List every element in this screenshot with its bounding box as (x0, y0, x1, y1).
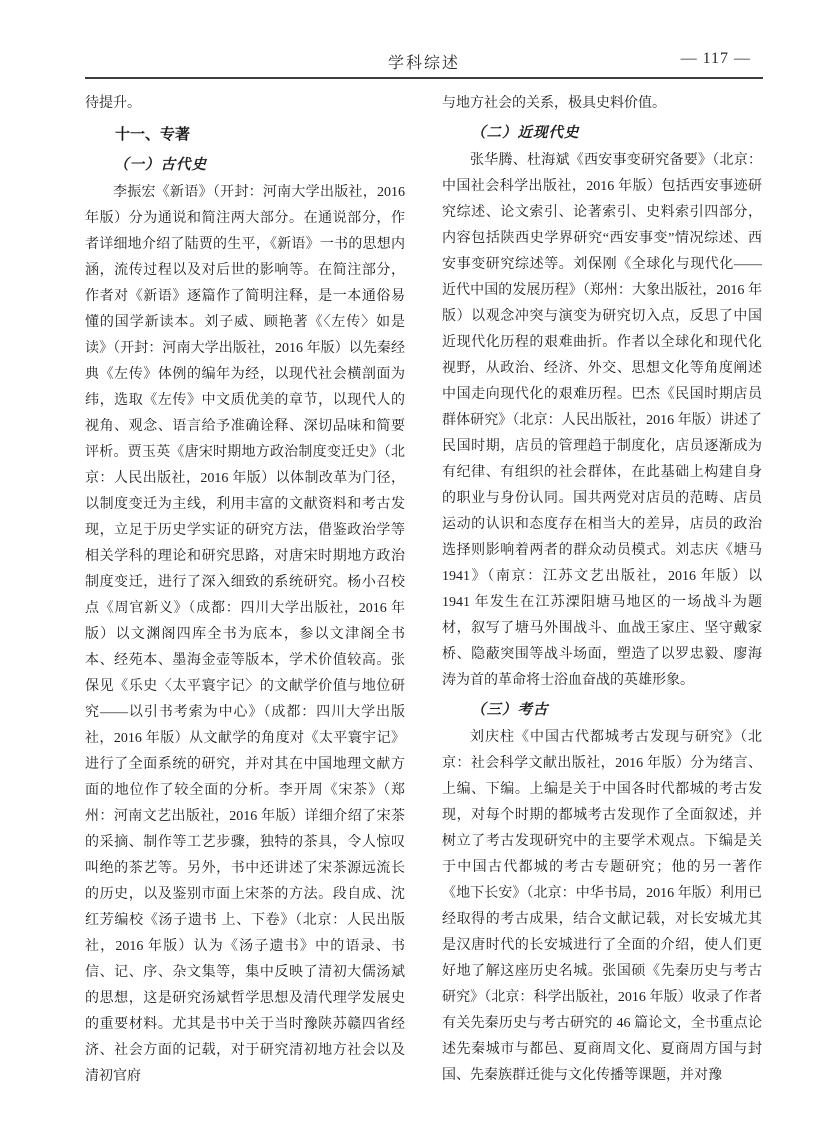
paragraph-modern-history: 张华腾、杜海斌《西安事变研究备要》（北京：中国社会科学出版社，2016 年版）包括西安事迹研究综述、论文索引、论著索引、史料索引四部分，内容包括陕西史学界研究“西安事变”情况综述、西安事变研究综述等。刘保刚《全球化与现代化——近代中国的发展历程》（郑州：大象出版社，2016 年版）以观念冲突与演变为研究切入点，反思了中国近现代化历程的艰难曲折。作者以全球化和现代化视野，从政治、经济、外交、思想文化等角度阐述中国走向现代化的艰难历程。巴杰《民国时期店员群体研究》（北京：人民出版社，2016 年版）讲述了民国时期，店员的管理趋于制度化，店员逐渐成为有纪律、有组织的社会群体，在此基础上构建自身的职业与身份认同。国共两党对店员的范畴、店员运动的认识和态度存在相当大的差异，店员的政治选择则影响着两者的群众动员模式。刘志庆《塘马 1941》（南京：江苏文艺出版社，2016 年版）以 1941 年发生在江苏溧阳塘马地区的一场战斗为题材，叙写了塘马外围战斗、血战王家庄、坚守戴家桥、隐蔽突围等战斗场面，塑造了以罗忠毅、廖海涛为首的革命将士浴血奋战的英雄形象。 (442, 153, 762, 688)
paragraph-continuation: 与地方社会的关系，极具史料价值。 (442, 96, 666, 111)
paragraph-continuation: 待提升。 (85, 96, 141, 111)
right-column (442, 91, 762, 1090)
section-title: 学科综述 (387, 55, 460, 72)
paragraph-ancient-history: 李振宏《新语》（开封：河南大学出版社，2016 年版）分为通说和简注两大部分。在通说部分，作者详细地介绍了陆贾的生平，《新语》一书的思想内涵，流传过程以及对后世的影响等。在简注部分，作者对《新语》逐篇作了简明注释，是一本通俗易懂的国学新读本。刘子威、顾艳著《〈左传〉如是读》（开封：河南大学出版社，2016 年版）以先秦经典《左传》体例的编年为经，以现代社会横剖面为纬，选取《左传》中文质优美的章节，以现代人的视角、观念、语言给予准确诠释、深切品味和简要评析。贾玉英《唐宋时期地方政治制度变迁史》（北京：人民出版社，2016 年版）以体制改革为门径，以制度变迁为主线，利用丰富的文献资料和考古发现，立足于历史学实证的研究方法，借鉴政治学等相关学科的理论和研究思路，对唐宋时期地方政治制度变迁，进行了深入细致的系统研究。杨小召校点《周官新义》（成都：四川大学出版社，2016 年版）以文渊阁四库全书为底本，参以文津阁全书本、经苑本、墨海金壶等版本，学术价值较高。张保见《乐史〈太平寰宇记〉的文献学价值与地位研究——以引书考索为中心》（成都：四川大学出版社，2016 年版）从文献学的角度对《太平寰宇记》进行了全面系统的研究，并对其在中国地理文献方面的地位作了较全面的分析。李开周《宋茶》（郑州：河南文艺出版社，2016 年版）详细介绍了宋茶的采摘、制作等工艺步骤，独特的茶具，令人惊叹叫绝的茶艺等。另外，书中还讲述了宋茶源远流长的历史，以及鉴别市面上宋茶的方法。段自成、沈红芳编校《汤子遗书 上、下卷》（北京：人民出版社，2016 年版）认为《汤子遗书》中的语录、书信、记、序、杂文集等，集中反映了清初大儒汤斌的思想，这是研究汤斌哲学思想及清代理学发展史的重要材料。尤其是书中关于当时豫陕苏赣四省经济、社会方面的记载，对于研究清初地方社会以及清初官府 (85, 185, 405, 1084)
header-rule (85, 77, 763, 79)
page-number: — 117 — (680, 50, 751, 67)
paragraph-archaeology: 刘庆柱《中国古代都城考古发现与研究》（北京：社会科学文献出版社，2016 年版）分为绪言、上编、下编。上编是关于中国各时代都城的考古发现，对每个时期的都城考古发现作了全面叙述，并树立了考古发现研究中的主要学术观点。下编是关于中国古代都城的考古专题研究；他的另一著作《地下长安》（北京：中华书局，2016 年版）利用已经取得的考古成果，结合文献记载，对长安城尤其是汉唐时代的长安城进行了全面的介绍，使人们更好地了解这座历史名城。张国硕《先秦历史与考古研究》（北京：科学出版社，2016 年版）收录了作者有关先秦历史与考古研究的 46 篇论文，全书重点论述先秦城市与都邑、夏商周文化、夏商周方国与封国、先秦族群迁徙与文化传播等课题，并对豫 (442, 730, 762, 1083)
running-head (85, 50, 763, 74)
two-column-text-body (85, 91, 763, 1090)
left-column (85, 91, 405, 1090)
section-heading-archaeology: （三）考古 (471, 702, 549, 718)
section-heading-ancient-history: （一）古代史 (114, 157, 207, 173)
section-heading-modern-history: （二）近现代史 (471, 125, 580, 141)
chapter-heading-monographs: 十一、专著 (115, 126, 191, 143)
